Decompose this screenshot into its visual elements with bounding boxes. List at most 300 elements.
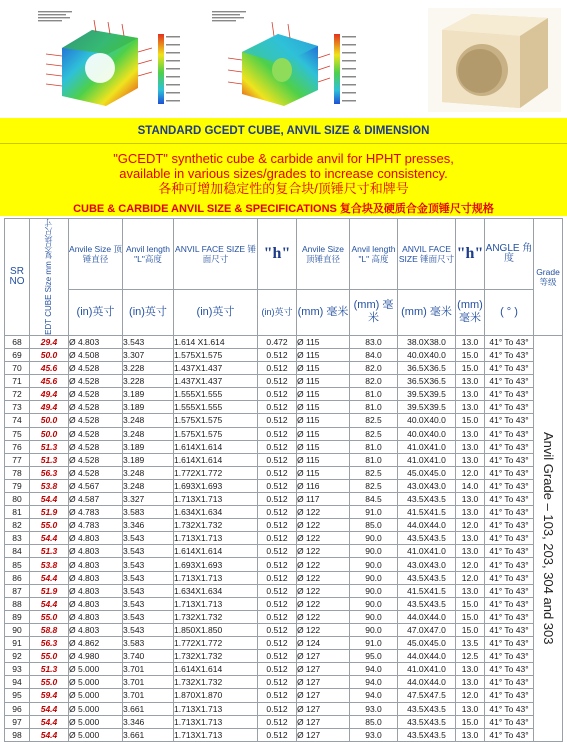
- cell-anvil-size-in: Ø 4.528: [69, 453, 123, 466]
- cell-anvil-size-mm: Ø 122: [297, 610, 350, 623]
- cell-anvil-face-in: 1.437X1.437: [174, 362, 258, 375]
- cell-anvil-face-in: 1.634X1.634: [174, 584, 258, 597]
- cell-sr-no: 87: [5, 584, 30, 597]
- cell-anvil-size-in: Ø 4.567: [69, 479, 123, 492]
- cell-anvil-face-in: 1.870X1.870: [174, 689, 258, 702]
- cell-h-mm: 13.5: [456, 637, 485, 650]
- cell-anvil-face-mm: 40.0X40.0: [398, 414, 456, 427]
- cell-angle: 41° To 43°: [485, 466, 534, 479]
- cell-h-mm: 13.0: [456, 440, 485, 453]
- cell-anvil-face-mm: 44.0X44.0: [398, 650, 456, 663]
- cell-anvil-length-mm: 81.0: [350, 440, 398, 453]
- cell-sr-no: 81: [5, 506, 30, 519]
- cell-anvil-length-mm: 95.0: [350, 650, 398, 663]
- cell-anvil-face-in: 1.693X1.693: [174, 479, 258, 492]
- cell-h-in: 0.512: [258, 610, 297, 623]
- image-strip: [0, 0, 567, 118]
- cell-sr-no: 91: [5, 637, 30, 650]
- cell-anvil-face-in: 1.732X1.732: [174, 519, 258, 532]
- cell-anvil-face-mm: 45.0X45.0: [398, 637, 456, 650]
- cell-h-in: 0.512: [258, 689, 297, 702]
- cell-anvil-face-mm: 36.5X36.5: [398, 362, 456, 375]
- cell-h-in: 0.512: [258, 440, 297, 453]
- cell-anvil-face-in: 1.713X1.713: [174, 702, 258, 715]
- cell-edt-cube-size: 54.4: [30, 532, 69, 545]
- table-row: [5, 702, 563, 715]
- cell-h-in: 0.512: [258, 519, 297, 532]
- cell-anvil-length-in: 3.543: [123, 623, 174, 636]
- cell-anvil-face-mm: 44.0X44.0: [398, 676, 456, 689]
- cell-anvil-length-in: 3.189: [123, 440, 174, 453]
- cell-h-in: 0.512: [258, 728, 297, 741]
- cell-anvil-size-mm: Ø 127: [297, 663, 350, 676]
- cell-anvil-size-in: Ø 4.528: [69, 427, 123, 440]
- cell-angle: 41° To 43°: [485, 623, 534, 636]
- table-row: [5, 401, 563, 414]
- cell-anvil-face-mm: 47.5X47.5: [398, 689, 456, 702]
- cell-edt-cube-size: 55.0: [30, 650, 69, 663]
- cell-h-mm: 13.0: [456, 401, 485, 414]
- cell-angle: 41° To 43°: [485, 375, 534, 388]
- header-angle: ANGLE 角度: [485, 219, 534, 290]
- cell-anvil-length-in: 3.701: [123, 663, 174, 676]
- cell-edt-cube-size: 51.9: [30, 506, 69, 519]
- cell-anvil-length-in: 3.661: [123, 728, 174, 741]
- cell-anvil-face-mm: 43.5X43.5: [398, 532, 456, 545]
- unit-anvil-size-mm: (mm) 毫米: [297, 289, 350, 335]
- cell-h-in: 0.512: [258, 597, 297, 610]
- cell-edt-cube-size: 53.8: [30, 558, 69, 571]
- cell-sr-no: 94: [5, 676, 30, 689]
- cell-anvil-length-in: 3.543: [123, 584, 174, 597]
- cell-anvil-length-in: 3.701: [123, 689, 174, 702]
- cell-anvil-size-in: Ø 4.862: [69, 637, 123, 650]
- cell-anvil-size-in: Ø 4.528: [69, 362, 123, 375]
- cell-anvil-size-mm: Ø 122: [297, 571, 350, 584]
- cell-anvil-face-in: 1.614 X1.614: [174, 335, 258, 348]
- cell-anvil-size-in: Ø 4.528: [69, 388, 123, 401]
- cell-h-in: 0.512: [258, 676, 297, 689]
- cell-anvil-size-mm: Ø 127: [297, 689, 350, 702]
- cell-anvil-size-in: Ø 4.783: [69, 519, 123, 532]
- cell-edt-cube-size: 54.4: [30, 702, 69, 715]
- cell-anvil-face-in: 1.614X1.614: [174, 663, 258, 676]
- cell-anvil-face-mm: 40.0X40.0: [398, 348, 456, 361]
- cell-edt-cube-size: 51.3: [30, 453, 69, 466]
- header-h-mm: "h": [456, 219, 485, 290]
- header-edt-cube-size-label: EDT CUBE Size mm 复合块尺寸: [44, 219, 53, 335]
- cell-anvil-size-in: Ø 4.803: [69, 558, 123, 571]
- cell-anvil-face-in: 1.614X1.614: [174, 440, 258, 453]
- cell-anvil-length-mm: 90.0: [350, 571, 398, 584]
- cell-h-in: 0.512: [258, 388, 297, 401]
- cell-h-mm: 12.0: [456, 558, 485, 571]
- cell-anvil-length-in: 3.346: [123, 715, 174, 728]
- cell-anvil-length-in: 3.307: [123, 348, 174, 361]
- cell-anvil-face-mm: 36.5X36.5: [398, 375, 456, 388]
- cell-anvil-face-in: 1.713X1.713: [174, 728, 258, 741]
- cell-h-mm: 15.0: [456, 348, 485, 361]
- cell-anvil-size-mm: Ø 122: [297, 545, 350, 558]
- cell-anvil-length-mm: 90.0: [350, 545, 398, 558]
- cell-edt-cube-size: 56.3: [30, 637, 69, 650]
- cell-anvil-size-in: Ø 4.587: [69, 493, 123, 506]
- cell-angle: 41° To 43°: [485, 702, 534, 715]
- cell-anvil-size-in: Ø 5.000: [69, 702, 123, 715]
- cell-h-in: 0.512: [258, 401, 297, 414]
- cell-anvil-face-mm: 41.0X41.0: [398, 453, 456, 466]
- cell-anvil-length-in: 3.346: [123, 519, 174, 532]
- cell-sr-no: 75: [5, 427, 30, 440]
- cell-anvil-size-in: Ø 4.528: [69, 375, 123, 388]
- cell-anvil-size-in: Ø 5.000: [69, 728, 123, 741]
- cell-h-mm: 15.0: [456, 414, 485, 427]
- grade-cell: [534, 335, 563, 741]
- cell-h-in: 0.512: [258, 637, 297, 650]
- cell-edt-cube-size: 55.0: [30, 610, 69, 623]
- cell-h-mm: 13.0: [456, 532, 485, 545]
- cell-h-mm: 13.0: [456, 506, 485, 519]
- cell-h-in: 0.512: [258, 702, 297, 715]
- table-row: [5, 427, 563, 440]
- cell-anvil-size-mm: Ø 122: [297, 558, 350, 571]
- cell-h-in: 0.512: [258, 348, 297, 361]
- cell-anvil-face-mm: 43.5X43.5: [398, 728, 456, 741]
- table-row: [5, 610, 563, 623]
- cell-edt-cube-size: 51.3: [30, 440, 69, 453]
- cell-anvil-length-mm: 85.0: [350, 519, 398, 532]
- cell-edt-cube-size: 51.3: [30, 545, 69, 558]
- cell-anvil-size-in: Ø 4.803: [69, 610, 123, 623]
- cell-anvil-size-in: Ø 4.803: [69, 532, 123, 545]
- table-row: [5, 414, 563, 427]
- cell-anvil-size-mm: Ø 122: [297, 519, 350, 532]
- cell-edt-cube-size: 54.4: [30, 571, 69, 584]
- table-body: [5, 335, 563, 741]
- table-row: [5, 715, 563, 728]
- cell-h-in: 0.512: [258, 623, 297, 636]
- cell-angle: 41° To 43°: [485, 610, 534, 623]
- header-anvil-size-mm: Anvile Size 顶锤直径: [297, 219, 350, 290]
- cell-edt-cube-size: 50.0: [30, 427, 69, 440]
- cell-anvil-face-mm: 43.5X43.5: [398, 571, 456, 584]
- cell-anvil-face-mm: 41.5X41.5: [398, 506, 456, 519]
- cell-anvil-size-mm: Ø 127: [297, 715, 350, 728]
- cell-anvil-size-in: Ø 4.783: [69, 506, 123, 519]
- cell-edt-cube-size: 56.3: [30, 466, 69, 479]
- cell-anvil-face-in: 1.575X1.575: [174, 427, 258, 440]
- table-row: [5, 676, 563, 689]
- cell-sr-no: 79: [5, 479, 30, 492]
- cell-anvil-length-mm: 81.0: [350, 388, 398, 401]
- cell-angle: 41° To 43°: [485, 479, 534, 492]
- table-row: [5, 545, 563, 558]
- fea-simulation-image-1: [34, 8, 204, 112]
- cell-h-mm: 15.0: [456, 715, 485, 728]
- cell-anvil-length-mm: 82.5: [350, 414, 398, 427]
- cell-anvil-size-mm: Ø 115: [297, 348, 350, 361]
- cell-h-in: 0.512: [258, 532, 297, 545]
- table-row: [5, 558, 563, 571]
- header-anvil-length-mm: Anvil length "L" 高度: [350, 219, 398, 290]
- header-h-in: "h": [258, 219, 297, 290]
- table-row: [5, 584, 563, 597]
- cell-anvil-size-in: Ø 5.000: [69, 663, 123, 676]
- fea-simulation-image-2: [208, 8, 378, 112]
- cell-h-in: 0.512: [258, 375, 297, 388]
- cell-anvil-size-mm: Ø 127: [297, 728, 350, 741]
- cell-anvil-length-in: 3.228: [123, 375, 174, 388]
- cell-h-in: 0.512: [258, 362, 297, 375]
- cell-anvil-face-in: 1.732X1.732: [174, 676, 258, 689]
- cell-anvil-length-mm: 90.0: [350, 532, 398, 545]
- table-row: [5, 650, 563, 663]
- cell-h-mm: 15.0: [456, 362, 485, 375]
- cell-anvil-face-mm: 45.0X45.0: [398, 466, 456, 479]
- cell-anvil-face-mm: 41.0X41.0: [398, 545, 456, 558]
- table-row: [5, 663, 563, 676]
- cell-h-in: 0.512: [258, 545, 297, 558]
- cell-h-mm: 13.0: [456, 453, 485, 466]
- cell-anvil-size-mm: Ø 115: [297, 362, 350, 375]
- cell-anvil-face-mm: 43.5X43.5: [398, 715, 456, 728]
- cell-angle: 41° To 43°: [485, 597, 534, 610]
- cell-edt-cube-size: 45.6: [30, 362, 69, 375]
- cell-anvil-length-in: 3.248: [123, 414, 174, 427]
- cell-anvil-size-mm: Ø 115: [297, 388, 350, 401]
- cell-anvil-size-mm: Ø 115: [297, 375, 350, 388]
- cell-anvil-size-mm: Ø 115: [297, 414, 350, 427]
- table-row: [5, 375, 563, 388]
- cell-anvil-face-in: 1.634X1.634: [174, 506, 258, 519]
- header-anvil-face-mm: ANVIL FACE SIZE 锤面尺寸: [398, 219, 456, 290]
- table-row: [5, 571, 563, 584]
- description-line-1: "GCEDT" synthetic cube & carbide anvil for HPHT presses,: [113, 151, 454, 166]
- cell-sr-no: 78: [5, 466, 30, 479]
- specification-table: [4, 218, 563, 742]
- cell-anvil-length-mm: 82.5: [350, 466, 398, 479]
- table-subtitle: CUBE & CARBIDE ANVIL SIZE & SPECIFICATIONS 复合块及硬质合金顶锤尺寸规格: [73, 203, 494, 215]
- cell-anvil-face-in: 1.713X1.713: [174, 532, 258, 545]
- cell-anvil-size-in: Ø 5.000: [69, 715, 123, 728]
- cell-anvil-face-in: 1.575X1.575: [174, 348, 258, 361]
- cell-anvil-face-in: 1.614X1.614: [174, 545, 258, 558]
- cell-anvil-length-in: 3.327: [123, 493, 174, 506]
- cell-h-in: 0.512: [258, 479, 297, 492]
- cell-anvil-face-in: 1.772X1.772: [174, 466, 258, 479]
- table-row: [5, 440, 563, 453]
- cell-anvil-size-mm: Ø 127: [297, 676, 350, 689]
- cell-anvil-length-in: 3.248: [123, 427, 174, 440]
- cell-angle: 41° To 43°: [485, 348, 534, 361]
- cell-anvil-size-mm: Ø 122: [297, 597, 350, 610]
- unit-anvil-length-mm: (mm) 毫米: [350, 289, 398, 335]
- cell-anvil-length-in: 3.543: [123, 545, 174, 558]
- table-row: [5, 348, 563, 361]
- cell-h-mm: 14.0: [456, 479, 485, 492]
- cell-edt-cube-size: 59.4: [30, 689, 69, 702]
- cell-anvil-length-mm: 91.0: [350, 506, 398, 519]
- cell-anvil-size-in: Ø 4.803: [69, 623, 123, 636]
- cell-anvil-face-in: 1.713X1.713: [174, 571, 258, 584]
- cell-anvil-length-mm: 91.0: [350, 637, 398, 650]
- cell-anvil-face-mm: 44.0X44.0: [398, 519, 456, 532]
- cell-angle: 41° To 43°: [485, 728, 534, 741]
- cell-anvil-length-mm: 85.0: [350, 715, 398, 728]
- cell-sr-no: 93: [5, 663, 30, 676]
- cell-h-mm: 13.0: [456, 493, 485, 506]
- cell-sr-no: 86: [5, 571, 30, 584]
- cell-sr-no: 76: [5, 440, 30, 453]
- cell-anvil-length-in: 3.228: [123, 362, 174, 375]
- cell-h-in: 0.512: [258, 584, 297, 597]
- cell-angle: 41° To 43°: [485, 676, 534, 689]
- cell-h-mm: 13.0: [456, 728, 485, 741]
- cell-anvil-size-mm: Ø 122: [297, 623, 350, 636]
- cell-anvil-size-in: Ø 4.803: [69, 545, 123, 558]
- cell-angle: 41° To 43°: [485, 440, 534, 453]
- table-row: [5, 466, 563, 479]
- cell-h-in: 0.512: [258, 715, 297, 728]
- cell-sr-no: 68: [5, 335, 30, 348]
- cell-h-in: 0.512: [258, 571, 297, 584]
- description-line-2: available in various sizes/grades to increase consistency.: [119, 166, 448, 181]
- cell-anvil-face-in: 1.713X1.713: [174, 715, 258, 728]
- cell-sr-no: 77: [5, 453, 30, 466]
- cell-h-mm: 12.0: [456, 519, 485, 532]
- cell-edt-cube-size: 50.0: [30, 348, 69, 361]
- cell-angle: 41° To 43°: [485, 427, 534, 440]
- cell-anvil-length-in: 3.543: [123, 610, 174, 623]
- cell-anvil-face-in: 1.732X1.732: [174, 610, 258, 623]
- cell-h-in: 0.512: [258, 650, 297, 663]
- cell-h-in: 0.512: [258, 506, 297, 519]
- cell-anvil-size-in: Ø 4.980: [69, 650, 123, 663]
- cell-angle: 41° To 43°: [485, 571, 534, 584]
- cell-angle: 41° To 43°: [485, 388, 534, 401]
- cell-anvil-length-mm: 94.0: [350, 663, 398, 676]
- cell-anvil-size-in: Ø 4.803: [69, 584, 123, 597]
- cell-sr-no: 72: [5, 388, 30, 401]
- table-row: [5, 493, 563, 506]
- cell-angle: 41° To 43°: [485, 532, 534, 545]
- cell-anvil-size-mm: Ø 122: [297, 506, 350, 519]
- cell-sr-no: 95: [5, 689, 30, 702]
- cell-anvil-face-in: 1.772X1.772: [174, 637, 258, 650]
- cell-anvil-face-mm: 43.5X43.5: [398, 493, 456, 506]
- cell-sr-no: 69: [5, 348, 30, 361]
- cell-angle: 41° To 43°: [485, 689, 534, 702]
- cell-edt-cube-size: 54.4: [30, 493, 69, 506]
- table-row: [5, 623, 563, 636]
- cell-anvil-face-mm: 41.5X41.5: [398, 584, 456, 597]
- cell-anvil-length-mm: 90.0: [350, 623, 398, 636]
- cell-anvil-length-mm: 82.5: [350, 479, 398, 492]
- cell-edt-cube-size: 51.9: [30, 584, 69, 597]
- cell-anvil-size-in: Ø 4.528: [69, 466, 123, 479]
- cell-anvil-face-mm: 43.5X43.5: [398, 597, 456, 610]
- cell-anvil-face-mm: 41.0X41.0: [398, 663, 456, 676]
- unit-h-in: (in)英寸: [258, 289, 297, 335]
- unit-anvil-face-in: (in)英寸: [174, 289, 258, 335]
- cell-anvil-length-mm: 82.0: [350, 375, 398, 388]
- cell-anvil-size-mm: Ø 115: [297, 401, 350, 414]
- cell-h-mm: 13.0: [456, 427, 485, 440]
- table-row: [5, 335, 563, 348]
- cell-h-mm: 13.0: [456, 388, 485, 401]
- cell-anvil-size-in: Ø 4.803: [69, 335, 123, 348]
- table-row: [5, 388, 563, 401]
- cell-anvil-size-in: Ø 4.528: [69, 440, 123, 453]
- cell-sr-no: 83: [5, 532, 30, 545]
- cell-anvil-length-in: 3.189: [123, 401, 174, 414]
- cell-sr-no: 90: [5, 623, 30, 636]
- cell-anvil-length-mm: 82.0: [350, 362, 398, 375]
- cell-h-mm: 12.0: [456, 571, 485, 584]
- cell-sr-no: 82: [5, 519, 30, 532]
- header-banner: [0, 118, 567, 216]
- cell-edt-cube-size: 58.8: [30, 623, 69, 636]
- unit-h-mm: (mm) 毫米: [456, 289, 485, 335]
- cell-anvil-size-mm: Ø 115: [297, 335, 350, 348]
- cell-sr-no: 98: [5, 728, 30, 741]
- cell-anvil-face-in: 1.693X1.693: [174, 558, 258, 571]
- cell-anvil-face-in: 1.575X1.575: [174, 414, 258, 427]
- cell-angle: 41° To 43°: [485, 506, 534, 519]
- cell-h-in: 0.472: [258, 335, 297, 348]
- cell-anvil-length-in: 3.543: [123, 335, 174, 348]
- header-divider: [0, 143, 567, 144]
- cell-h-mm: 13.0: [456, 702, 485, 715]
- cell-anvil-length-in: 3.248: [123, 466, 174, 479]
- grade-label: Anvil Grade – 103, 203, 304 and 303: [541, 432, 556, 645]
- cell-angle: 41° To 43°: [485, 584, 534, 597]
- cell-sr-no: 71: [5, 375, 30, 388]
- cell-anvil-face-in: 1.713X1.713: [174, 493, 258, 506]
- cell-anvil-length-in: 3.248: [123, 479, 174, 492]
- cell-sr-no: 97: [5, 715, 30, 728]
- cell-anvil-length-in: 3.189: [123, 453, 174, 466]
- cell-anvil-face-in: 1.614X1.614: [174, 453, 258, 466]
- cell-anvil-length-mm: 82.5: [350, 427, 398, 440]
- cell-angle: 41° To 43°: [485, 558, 534, 571]
- header-anvil-face-in: ANVIL FACE SIZE 锤面尺寸: [174, 219, 258, 290]
- cell-anvil-length-mm: 90.0: [350, 610, 398, 623]
- cell-anvil-length-in: 3.543: [123, 571, 174, 584]
- cell-anvil-size-in: Ø 4.803: [69, 571, 123, 584]
- cell-anvil-face-mm: 43.0X43.0: [398, 558, 456, 571]
- table-row: [5, 597, 563, 610]
- cell-edt-cube-size: 45.6: [30, 375, 69, 388]
- cube-photo: [428, 8, 561, 112]
- table-row: [5, 506, 563, 519]
- cell-sr-no: 92: [5, 650, 30, 663]
- cell-anvil-length-mm: 90.0: [350, 597, 398, 610]
- cell-h-mm: 13.0: [456, 663, 485, 676]
- cell-anvil-length-in: 3.661: [123, 702, 174, 715]
- cell-anvil-face-in: 1.555X1.555: [174, 401, 258, 414]
- cell-anvil-face-mm: 39.5X39.5: [398, 401, 456, 414]
- cell-anvil-size-mm: Ø 122: [297, 532, 350, 545]
- cell-h-mm: 13.0: [456, 584, 485, 597]
- cell-edt-cube-size: 29.4: [30, 335, 69, 348]
- cell-anvil-length-in: 3.740: [123, 650, 174, 663]
- cell-h-mm: 13.0: [456, 676, 485, 689]
- cell-sr-no: 96: [5, 702, 30, 715]
- cell-edt-cube-size: 49.4: [30, 388, 69, 401]
- cell-anvil-length-in: 3.543: [123, 532, 174, 545]
- cell-anvil-face-mm: 43.5X43.5: [398, 702, 456, 715]
